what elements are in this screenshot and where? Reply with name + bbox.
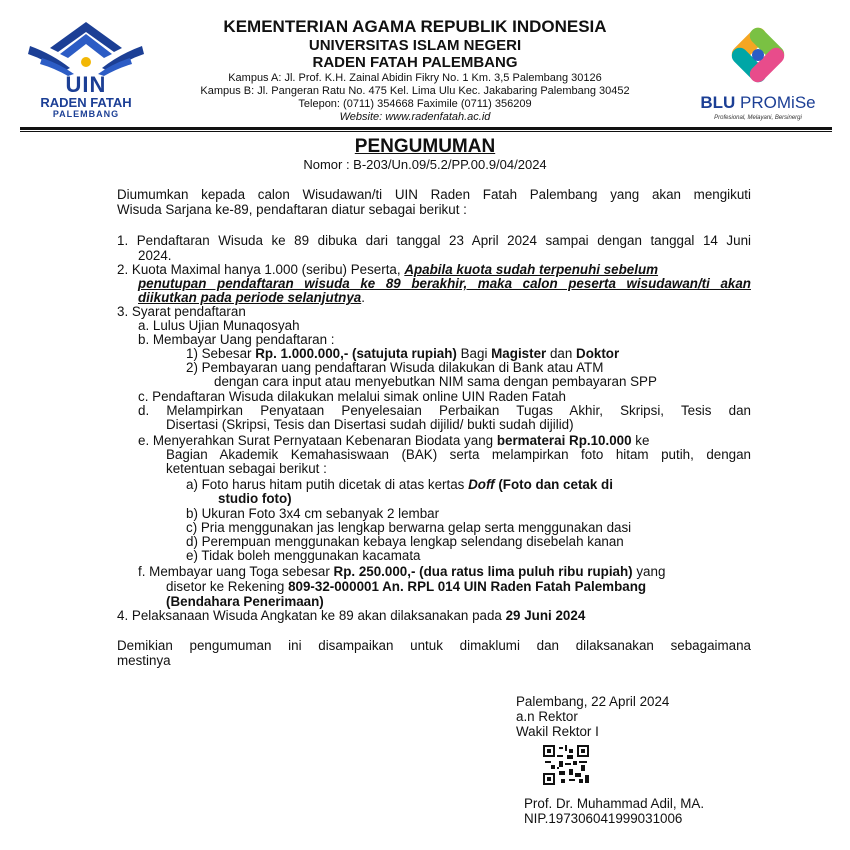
blu-text: BLU (700, 93, 736, 112)
item-2-line-1 (117, 262, 751, 277)
f-amount: Rp. 250.000,- (dua ratus lima puluh ribu rupiah) (333, 564, 633, 579)
document-number: Nomor : B-203/Un.09/5.2/PP.00.9/04/2024 (303, 157, 547, 172)
uin-emblem-icon (22, 18, 150, 78)
item-3e-a-line-1 (186, 477, 613, 492)
document-title: PENGUMUMAN (354, 136, 496, 157)
f2-pre: disetor ke Rekening (166, 579, 289, 594)
item-3e-d: d) Perempuan menggunakan kebaya lengkap selendang disebelah kanan (186, 534, 624, 549)
qr-code-icon (543, 745, 589, 785)
item-3e-c: c) Pria menggunakan jas lengkap berwarna gelap serta menggunakan dasi (186, 520, 632, 535)
logo-raden-fatah-text: RADEN FATAH (40, 95, 132, 110)
closing-line-2: mestinya (117, 653, 171, 668)
item-2-text: 2. Kuota Maximal hanya 1.000 (seribu) Peserta, (117, 262, 405, 277)
item-4-date: 29 Juni 2024 (505, 608, 586, 623)
item-3e-a-line-2: studio foto) (218, 491, 292, 506)
e-post: ke (631, 433, 650, 448)
header-divider-thin (20, 131, 832, 132)
item-3-title: 3. Syarat pendaftaran (117, 304, 246, 319)
intro-line-1: Diumumkan kepada calon Wisudawan/ti UIN Raden Fatah Palembang yang akan mengikuti (117, 187, 751, 202)
f-pre: f. Membayar uang Toga sebesar (138, 564, 334, 579)
signature-an: a.n Rektor (516, 709, 578, 724)
ea-pre: a) Foto harus hitam putih dicetak di atas kertas (186, 477, 469, 492)
item-3f-line-2 (166, 579, 646, 594)
ea-doff: Doff (468, 477, 495, 492)
header-divider-thick (20, 127, 832, 130)
university-title: UNIVERSITAS ISLAM NEGERI (308, 37, 522, 54)
item-1-line-2: 2024. (138, 248, 172, 263)
signatory-name: Prof. Dr. Muhammad Adil, MA. (524, 796, 705, 811)
b1-and: dan (546, 346, 577, 361)
item-3e-line-2: Bagian Akademik Kemahasiswaan (BAK) serta melampirkan foto hitam putih, dengan (166, 447, 751, 462)
item-3d-line-2: Disertasi (Skripsi, Tesis dan Disertasi sudah dijilid/ bukti sudah dijilid) (166, 417, 574, 432)
b1-amount: Rp. 1.000.000,- (satujuta rupiah) (255, 346, 457, 361)
item-2-line-2: penutupan pendaftaran wisuda ke 89 berakhir, maka calon peserta wisudawan/ti akan (138, 276, 751, 291)
intro-line-2: Wisuda Sarjana ke-89, pendaftaran diatur sebagai berikut : (117, 202, 467, 217)
item-2-emphasis-1: Apabila kuota sudah terpenuhi sebelum (404, 262, 659, 277)
b1-pre: 1) Sebesar (186, 346, 256, 361)
signatory-nip: NIP.197306041999031006 (524, 811, 683, 826)
item-3e-e: e) Tidak boleh menggunakan kacamata (186, 548, 421, 563)
item-2-emphasis-3: diikutkan pada periode selanjutnya (138, 290, 362, 305)
closing-line-1: Demikian pengumuman ini disampaikan untuk dimaklumi dan dilaksanakan sebagaimana (117, 638, 751, 653)
item-3a: a. Lulus Ujian Munaqosyah (138, 318, 300, 333)
uin-logo (22, 18, 150, 122)
item-3e-line-3: ketentuan sebagai berikut : (166, 461, 327, 476)
blu-cross-emblem-icon (705, 18, 811, 90)
item-3b-2-line-2: dengan cara input atau menyebutkan NIM sama dengan pembayaran SPP (214, 374, 657, 389)
e-pre: e. Menyerahkan Surat Pernyataan Kebenaran Biodata yang (138, 433, 497, 448)
item-2-line-3 (138, 290, 365, 305)
campus-a-address: Kampus A: Jl. Prof. K.H. Zainal Abidin Fikry No. 1 Km. 3,5 Palembang 30126 (228, 72, 602, 84)
signature-place-date: Palembang, 22 April 2024 (516, 694, 670, 709)
signature-position: Wakil Rektor I (516, 724, 599, 739)
f2-account: 809-32-000001 An. RPL 014 UIN Raden Fatah Palembang (288, 579, 647, 594)
item-3f-line-1 (138, 564, 665, 579)
website-line: Website: www.radenfatah.ac.id (339, 111, 491, 123)
b1-doktor: Doktor (576, 346, 620, 361)
item-3e-b: b) Ukuran Foto 3x4 cm sebanyak 2 lembar (186, 506, 440, 521)
ministry-title: KEMENTERIAN AGAMA REPUBLIK INDONESIA (223, 17, 607, 36)
blu-tagline: Profesional, Melayani, Bersinergi (714, 115, 802, 121)
item-3b-1 (186, 346, 619, 361)
b1-magister: Magister (491, 346, 547, 361)
e-materai: bermaterai Rp.10.000 (496, 433, 632, 448)
item-1-line-1: 1. Pendaftaran Wisuda ke 89 dibuka dari tanggal 23 April 2024 sampai dengan tanggal 14 Juni (117, 233, 751, 248)
ea-bold: (Foto dan cetak di (494, 477, 613, 492)
blu-promise-logo (683, 18, 833, 126)
b1-mid: Bagi (456, 346, 492, 361)
logo-palembang-text: PALEMBANG (52, 109, 120, 119)
item-3b-2-line-1: 2) Pembayaran uang pendaftaran Wisuda dilakukan di Bank atau ATM (186, 360, 604, 375)
item-3e-line-1 (138, 433, 649, 448)
item-3c: c. Pendaftaran Wisuda dilakukan melalui simak online UIN Raden Fatah (138, 389, 566, 404)
university-name: RADEN FATAH PALEMBANG (312, 54, 518, 71)
phone-line: Telepon: (0711) 354668 Faximile (0711) 356209 (298, 98, 532, 110)
f-post: yang (632, 564, 666, 579)
logo-uin-text: UIN (65, 72, 107, 97)
campus-b-address: Kampus B: Jl. Pangeran Ratu No. 475 Kel. Lima Ulu Kec. Jakabaring Palembang 30452 (200, 85, 630, 97)
item-4 (117, 608, 585, 623)
blu-promise-wordmark (683, 94, 833, 112)
promise-text: PROMiSe (740, 93, 816, 112)
item-4-text: 4. Pelaksanaan Wisuda Angkatan ke 89 akan dilaksanakan pada (117, 608, 506, 623)
item-3d-line-1: d. Melampirkan Penyataan Penyelesaian Perbaikan Tugas Akhir, Skripsi, Tesis dan (138, 403, 751, 418)
item-3b: b. Membayar Uang pendaftaran : (138, 332, 335, 347)
item-3f-line-3: (Bendahara Penerimaan) (166, 594, 324, 609)
item-2-end: . (361, 290, 365, 305)
